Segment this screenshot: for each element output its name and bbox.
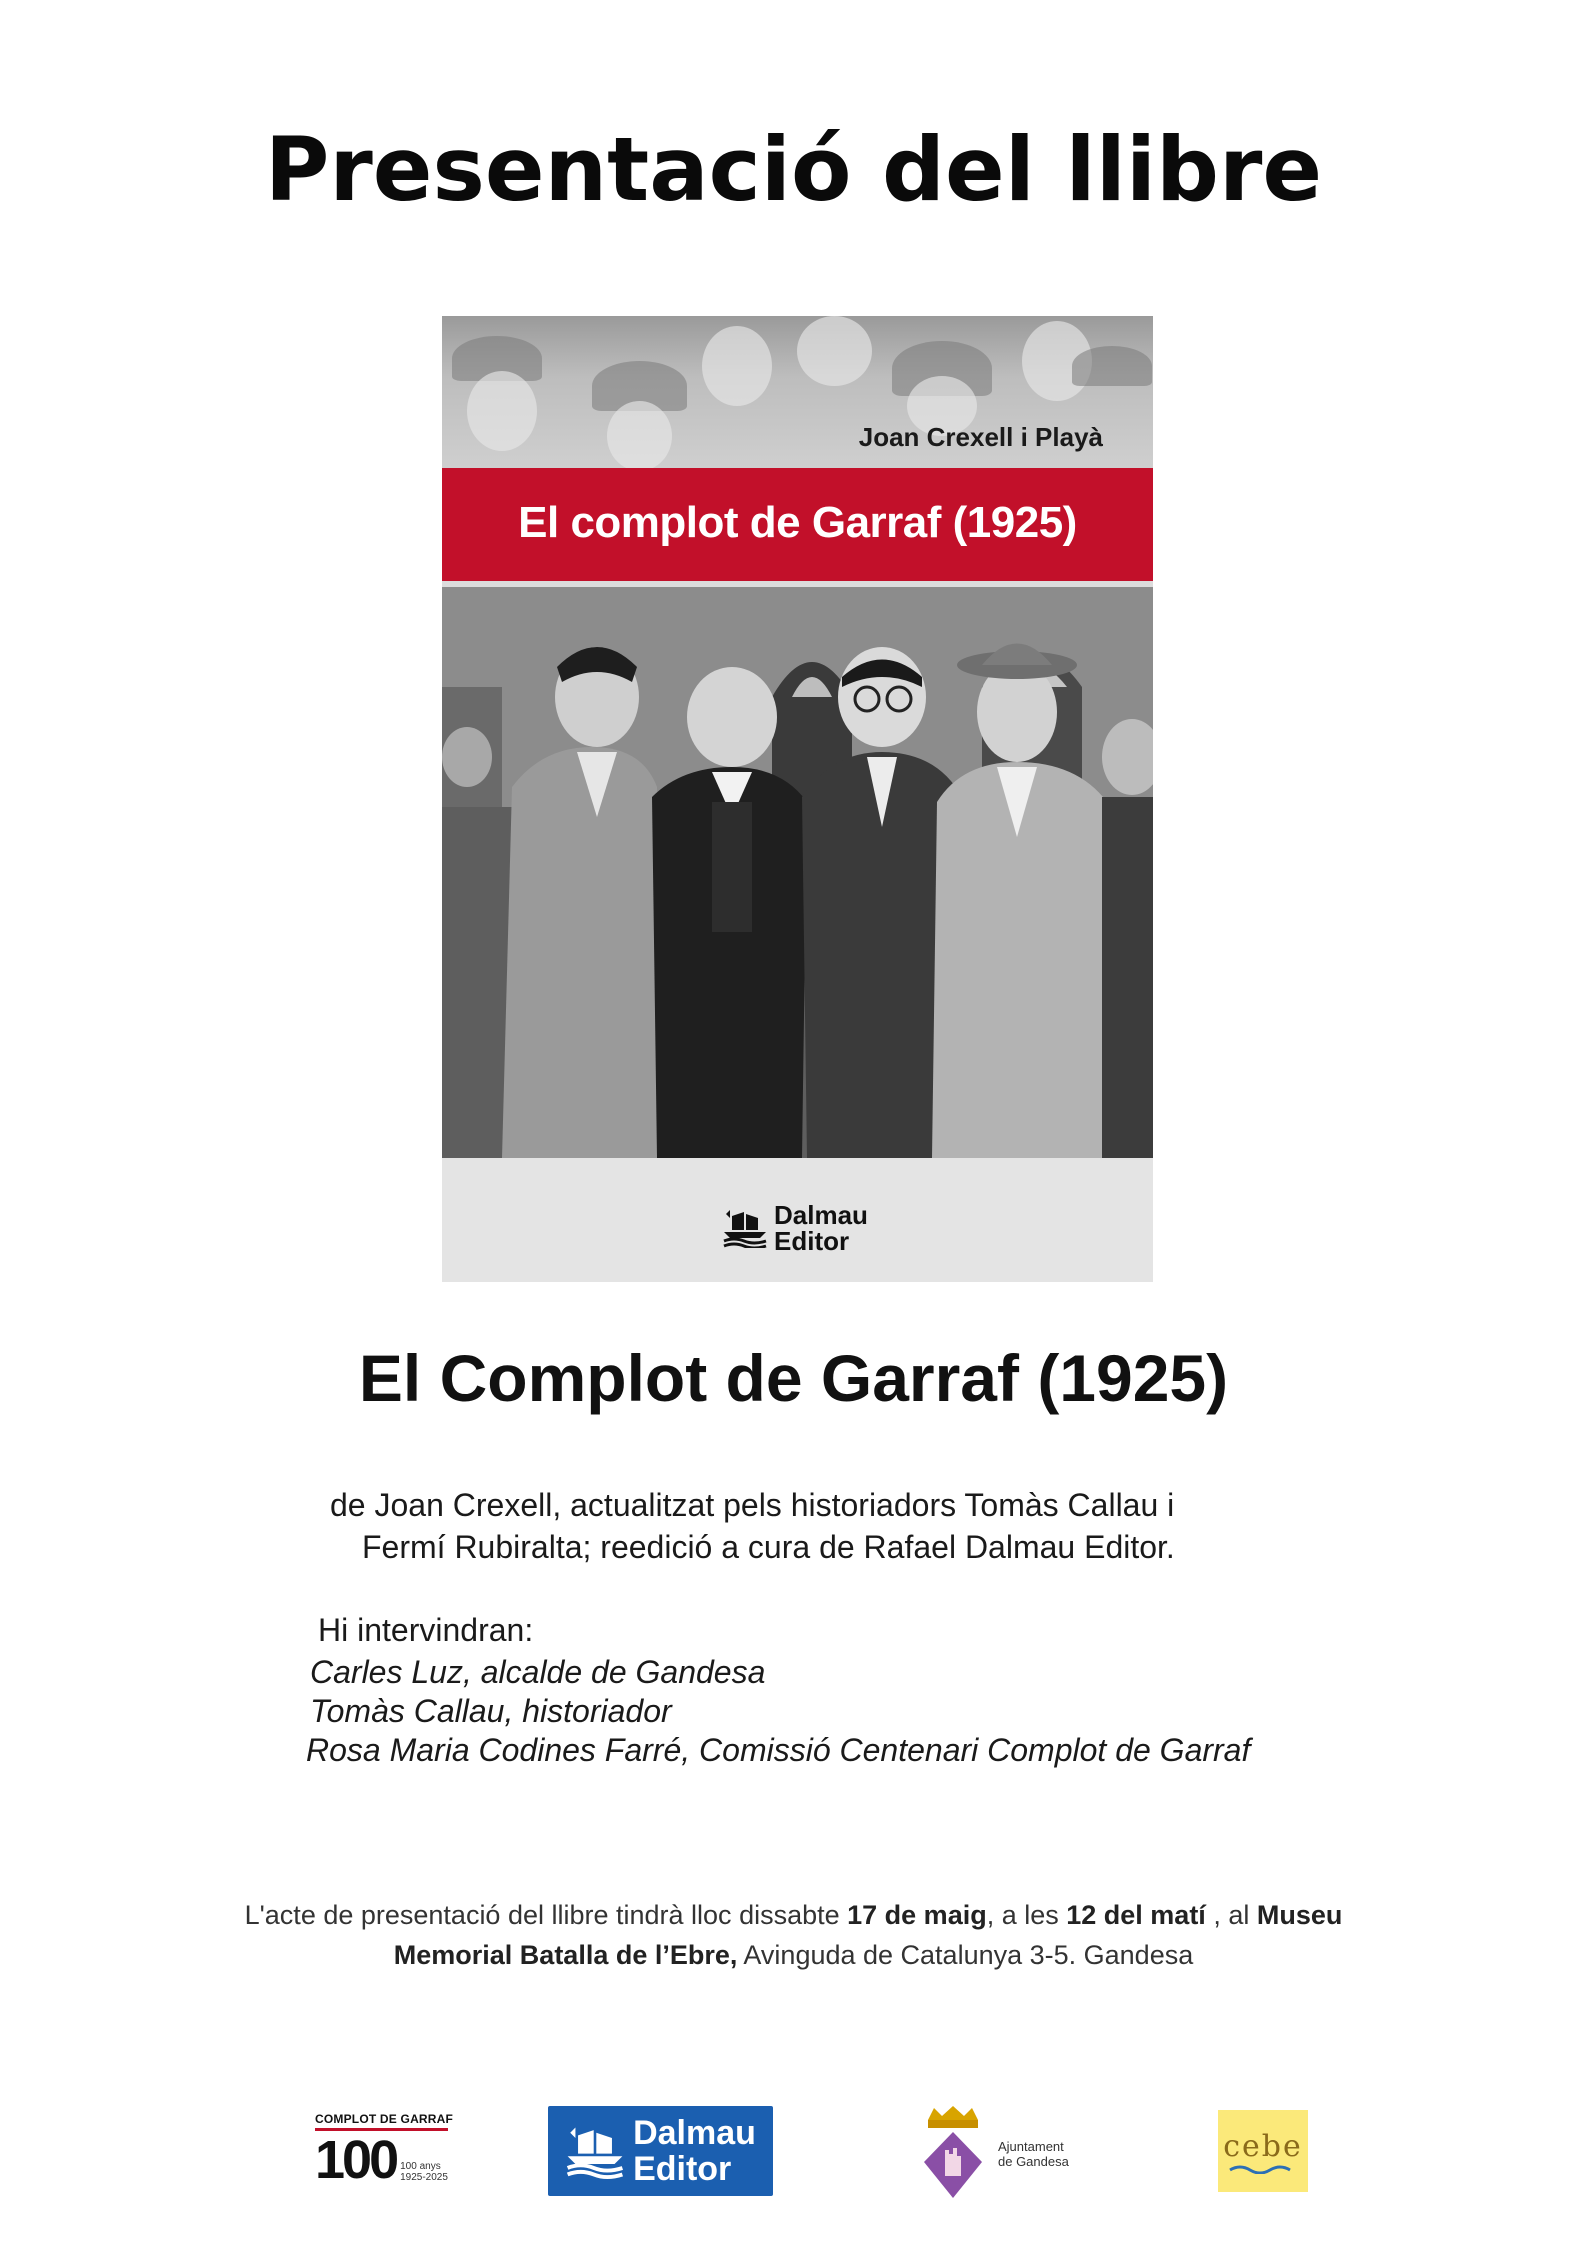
cover-main-photo [442, 587, 1153, 1158]
book-title: El Complot de Garraf (1925) [358, 1341, 1229, 1415]
event-date: 17 de maig [847, 1900, 987, 1930]
book-cover [442, 316, 1153, 1282]
speaker-item: Carles Luz, alcalde de Gandesa [310, 1654, 766, 1690]
event-venue: Museu [1256, 1900, 1343, 1930]
complot-logo-number: 100 [315, 2130, 397, 2190]
cover-author: Joan Crexell i Playà [858, 422, 1103, 452]
event-text: , al [1205, 1900, 1257, 1930]
ship-icon [722, 1208, 768, 1248]
event-time: 12 del matí [1066, 1900, 1206, 1930]
complot-logo-sub2: 1925-2025 [400, 2172, 448, 2183]
wave-icon [1228, 2164, 1298, 2174]
dalmau-logo-line1: Dalmau [633, 2114, 756, 2152]
complot-logo-title: COMPLOT DE GARRAF [315, 2112, 448, 2131]
cover-publisher-line2: Editor [774, 1226, 850, 1256]
speaker-item: Rosa Maria Codines Farré, Comissió Centenari Complot de Garraf [306, 1732, 1251, 1768]
description-line-1: de Joan Crexell, actualitzat pels historiadors Tomàs Callau i [330, 1487, 1175, 1523]
cebe-logo-text: cebe [1223, 2128, 1303, 2164]
speakers-intro: Hi intervindran: [318, 1612, 534, 1648]
event-details-line-1 [0, 1900, 1587, 1931]
dalmau-logo-line2: Editor [633, 2150, 732, 2188]
dalmau-editor-logo [548, 2106, 773, 2196]
cover-title-band [442, 468, 1153, 581]
ajuntament-logo-line1: Ajuntament [998, 2139, 1064, 2154]
coat-of-arms-icon [918, 2106, 988, 2202]
event-text: L'acte de presentació del llibre tindrà lloc dissabte [244, 1900, 848, 1930]
cover-footer [442, 1158, 1153, 1282]
four-men-photo [442, 587, 1153, 1158]
ship-icon [565, 2121, 625, 2181]
complot-logo-sub1: 100 anys [400, 2161, 441, 2172]
cover-publisher-logo [722, 1202, 868, 1254]
speaker-item: Tomàs Callau, historiador [310, 1693, 672, 1729]
ajuntament-logo-line2: de Gandesa [998, 2154, 1069, 2169]
ajuntament-gandesa-logo [918, 2106, 1074, 2202]
event-venue: Memorial Batalla de l’Ebre, [393, 1940, 738, 1970]
event-details-line-2 [0, 1940, 1587, 1971]
event-text: , a les [986, 1900, 1067, 1930]
complot-centenary-logo [315, 2112, 454, 2194]
cover-title: El complot de Garraf (1925) [518, 498, 1077, 547]
description-line-2: Fermí Rubiralta; reedició a cura de Rafael Dalmau Editor. [362, 1529, 1175, 1565]
cover-publisher-line1: Dalmau [774, 1200, 868, 1230]
event-address: Avinguda de Catalunya 3-5. Gandesa [737, 1940, 1194, 1970]
cebe-logo [1218, 2110, 1308, 2192]
page-heading: Presentació del llibre [264, 118, 1323, 221]
